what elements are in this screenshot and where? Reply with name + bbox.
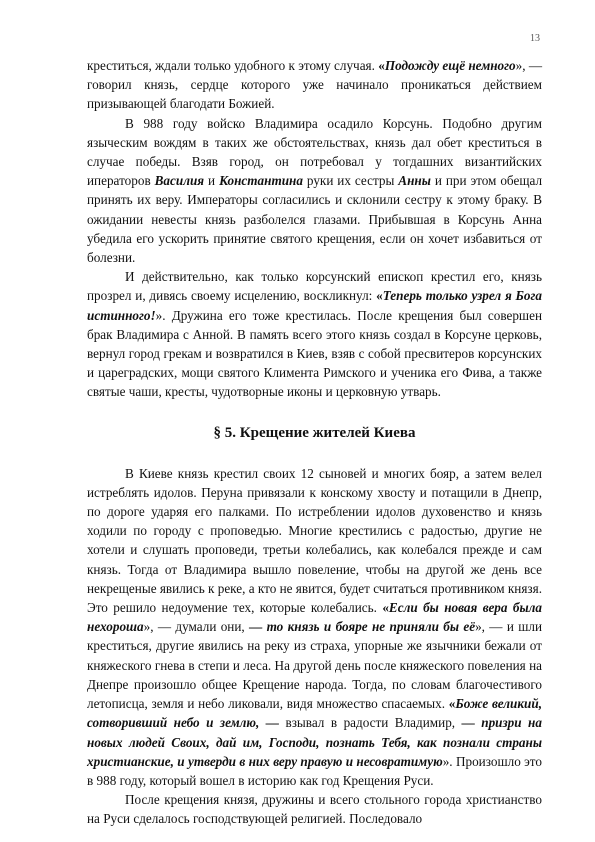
paragraph-4 — [87, 464, 542, 790]
para2-run-6: и при этом обещал принять их веру. Императоры согласились и склонили сестру к этому браку. В ожидании невесты князь разболелся глазами. Прибывшая в Корсунь Анна убедила его ускорить принятие святого крещения, если он хочет избавиться от болезни. — [87, 173, 543, 266]
para1-run-3: », — говорил князь, сердце которого уже начинало проникаться действием призывающей благодати Божией. — [87, 58, 542, 112]
paragraph-1 — [87, 56, 542, 114]
para4-run-9: — призри на новых людей Своих, дай им, Господи, познать Тебя, как познали страны христианские, и утверди в них веру правую и несовратимую — [87, 715, 542, 769]
para4-run-7: Боже великий, сотворивший небо и землю, — — [87, 696, 542, 731]
para4-run-4: — то князь и бояре не приняли бы её — [249, 619, 476, 635]
para2-run-2: и — [204, 173, 220, 189]
para2-run-4: руки их сестры — [302, 173, 399, 189]
paragraph-2 — [87, 114, 542, 268]
section-heading: § 5. Крещение жителей Киева — [213, 424, 416, 441]
page-number: 13 — [530, 33, 540, 44]
paragraph-5 — [87, 790, 542, 828]
para4-run-2: Если бы новая вера была нехороша — [87, 600, 542, 635]
para5-run-0: После крещения князя, дружины и всего стольного города христианство на Руси сделалось господствующей религией. Последовало — [87, 792, 542, 827]
para2-run-1: Василия — [154, 173, 205, 189]
para4-run-6: « — [448, 696, 456, 712]
para4-run-3: », — думали они, — [143, 619, 250, 635]
para3-run-0: И действительно, как только корсунский епископ крестил его, князь прозрел и, дивясь своему исцелению, воскликнул: — [87, 269, 542, 304]
para4-run-1: « — [382, 600, 389, 616]
para2-run-0: В 988 году войско Владимира осадило Корсунь. Подобно другим языческим вождям в таких же обстоятельствах, князь дал обет креститься в случае победы. Взяв город, он потребовал у тогдашних византийских иператоров — [87, 115, 542, 189]
para3-run-1: « — [376, 288, 383, 304]
para1-run-2: Подожду ещё немного — [384, 58, 516, 73]
paragraph-3 — [87, 267, 542, 401]
para3-run-2: Теперь только узрел я Бога истинного! — [87, 288, 542, 323]
para3-run-3: ». Дружина его тоже крестилась. После крещения был совершен брак Владимира с Анной. В память всего этого князь создал в Корсуне церковь, вернул город грекам и возвратился в Киев, взяв с собой пресвитеров корсунских и цареградских, мощи святого Климента Римского и ученика его Фива, а также святые чаши, кресты, чудотворные иконы и церковную утварь. — [87, 307, 542, 400]
para2-run-3: Константина — [219, 173, 303, 189]
para4-run-5: », — и шли креститься, другие явились на реку из страха, упорные же язычники бежали от княжеского гнева в степи и леса. На другой день после княжеского повеления на Днепре произошло общее Крещение народа. Тогда, по словам благочестивого летописца, земля и небо ликовали, видя множество спасаемых. — [87, 619, 543, 712]
para2-run-5: Анны — [398, 173, 431, 189]
para4-run-8: взывал в радости Владимир, — [279, 715, 462, 731]
para1-run-0: креститься, ждали только удобного к этому случая. — [87, 58, 379, 73]
page-content — [87, 56, 542, 829]
para4-run-0: В Киеве князь крестил своих 12 сыновей и многих бояр, а затем велел истреблять идолов. Перуна привязали к конскому хвосту и потащили в Днепр, по дороге ударяя его палками. По истреблении идолов духовенство и князь ходили по городу с проповедью. Многие крестились с радостью, другие не хотели и слушать проповеди, третьи колебались, как колебался прежде и сам князь. Тогда от Владимира вышло повеление, чтобы на другой же день все некрещеные явились к реке, а кто не явится, будет считаться противником князя. Это решило недоумение тех, которые колебались. — [87, 465, 542, 616]
para1-run-1: « — [378, 58, 385, 73]
para4-run-10: ». Произошло это в 988 году, который вошел в историю как год Крещения Руси. — [87, 753, 542, 788]
